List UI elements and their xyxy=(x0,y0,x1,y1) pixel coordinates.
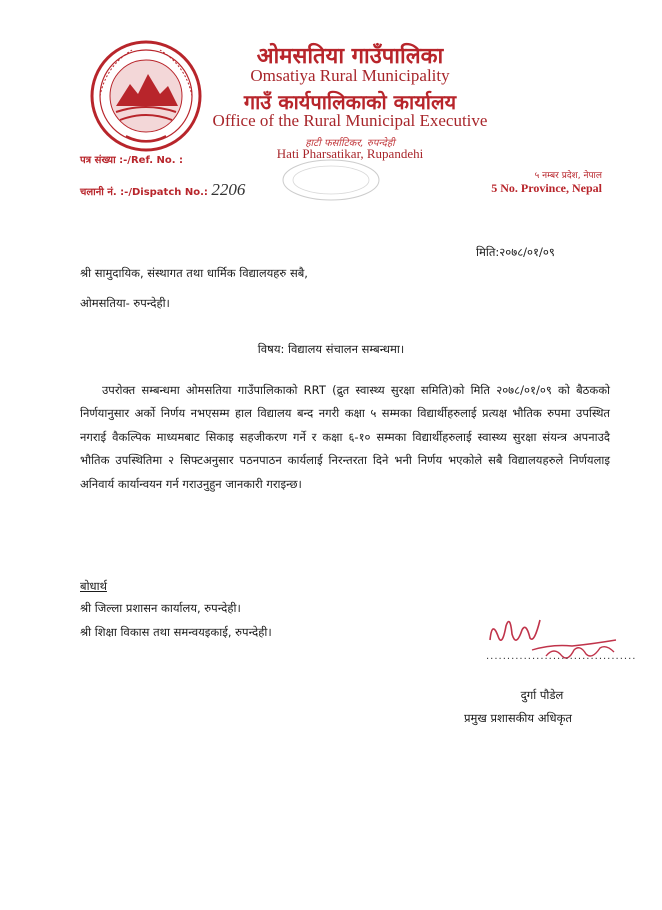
letter-body-paragraph: उपरोक्त सम्बन्धमा ओमसतिया गाउँपालिकाको RRT (द्रुत स्वास्थ्य सुरक्षा समिति)को मिति २०७८/०१/०९ को बैठकको निर्णयानुसार अर्को निर्णय नभएसम्म हाल विद्यालय बन्द नगरी कक्षा ५ सम्मका विद्यार्थीहरुलाई प्रत्यक्ष भौतिक रुपमा उपस्थित नगराई वैकल्पिक माध्यमबाट सिकाइ सहजीकरण गर्ने र कक्षा ६-१० सम्मका विद्यार्थीहरुलाई स्वास्थ्य सुरक्षा संयन्त्र अपनाउदै भौतिक उपस्थितिमा २ सिफ्टअनुसार पठनपाठन कार्यलाई निरन्तरता दिने भनी निर्णय भएकोले सबै विद्यालयहरुले निर्णयलाइ अनिवार्य कार्यान्वयन गर्न गराउनुहुन जानकारी गराइन्छ। xyxy=(80,383,610,491)
dispatch-number-row xyxy=(80,180,245,200)
reference-number-label: पत्र संख्या :-/Ref. No. : xyxy=(80,155,184,166)
office-name-nepali: गाउँ कार्यपालिकाको कार्यालय xyxy=(243,90,457,114)
municipality-name-nepali: ओमसतिया गाउँपालिका xyxy=(256,44,444,69)
dispatch-number-value: 2206 xyxy=(211,180,246,199)
letter-subject: विषय: विद्यालय संचालन सम्बन्धमा। xyxy=(257,342,405,356)
signatory-title: प्रमुख प्रशासकीय अधिकृत xyxy=(464,711,572,725)
signatory-name: दुर्गा पौडेल xyxy=(520,688,564,702)
office-name-english: Office of the Rural Municipal Executive xyxy=(212,111,488,130)
province-english: 5 No. Province, Nepal xyxy=(491,181,602,195)
municipality-name-english: Omsatiya Rural Municipality xyxy=(250,66,450,85)
location-nepali: हाटी फर्साटिकर, रुपन्देही xyxy=(305,138,395,149)
handwritten-signature xyxy=(482,600,622,680)
recipient-line-2: ओमसतिया- रुपन्देही। xyxy=(80,296,170,310)
cc-item-education-unit: श्री शिक्षा विकास तथा समन्वयइकाई, रुपन्देही। xyxy=(80,625,272,639)
signature-dotted-line: .................................... xyxy=(486,651,637,662)
office-stamp xyxy=(276,156,386,204)
cc-item-district-office: श्री जिल्ला प्रशासन कार्यालय, रुपन्देही। xyxy=(80,601,241,615)
dispatch-number-label: चलानी नं. :-/Dispatch No.: xyxy=(80,187,208,198)
province-nepali: ५ नम्बर प्रदेश, नेपाल xyxy=(534,171,602,181)
recipient-line-1: श्री सामुदायिक, संस्थागत तथा धार्मिक विद्यालयहरु सबै, xyxy=(80,266,308,280)
cc-heading: बोधार्थ xyxy=(80,579,107,593)
location-english: Hati Pharsatikar, Rupandehi xyxy=(276,146,424,161)
letter-date: मिति:२०७८/०१/०९ xyxy=(476,245,555,259)
